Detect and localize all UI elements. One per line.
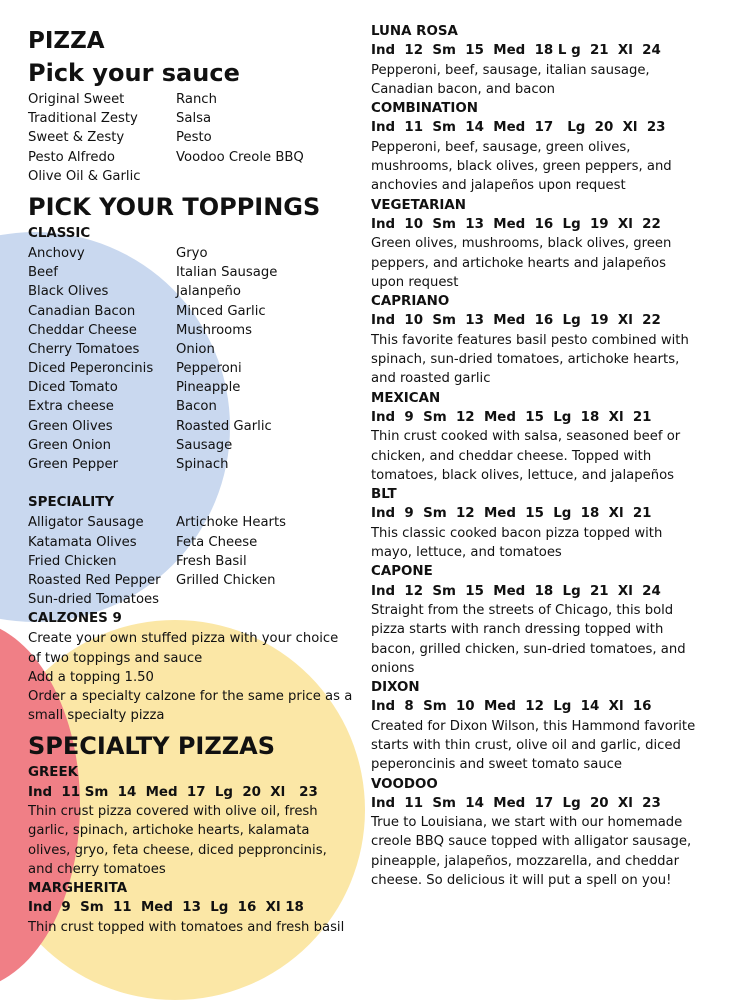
classic-topping-row-right: Mushrooms — [176, 322, 252, 338]
classic-topping-row — [28, 436, 353, 455]
pizza-description: True to Louisiana, we start with our homemade creole BBQ sauce topped with alligator sausage, pineapple, jalapeños, mozzarella, and cheddar cheese. So delicious it will put a spell on you! — [371, 815, 692, 889]
specialty-pizzas-heading: SPECIALTY PIZZAS — [28, 732, 275, 761]
pizza-description: Straight from the streets of Chicago, this bold pizza starts with ranch dressing topped with bacon, grilled chicken, sun-dried tomatoes, and onions — [371, 602, 686, 676]
classic-topping-row-right: Bacon — [176, 399, 217, 415]
sauce-row-right: Pesto — [176, 130, 212, 146]
classic-topping-row — [28, 417, 353, 436]
classic-toppings-list — [28, 244, 353, 474]
speciality-topping-row-left: Alligator Sausage — [28, 515, 144, 531]
classic-topping-row-left: Green Olives — [28, 418, 113, 434]
speciality-topping-row-right: Feta Cheese — [176, 534, 258, 550]
classic-topping-row — [28, 244, 353, 263]
pizza-item — [371, 485, 701, 562]
classic-topping-row-left: Canadian Bacon — [28, 303, 136, 319]
classic-topping-row-left: Extra cheese — [28, 399, 114, 415]
speciality-topping-row — [28, 513, 353, 532]
pizza-prices: Ind 11 Sm 14 Med 17 Lg 20 Xl 23 — [371, 795, 661, 811]
pizza-description: Created for Dixon Wilson, this Hammond favorite starts with thin crust, olive oil and garlic, diced peperoncinis and sweet tomato sauce — [371, 718, 696, 773]
pizza-prices: Ind 12 Sm 15 Med 18 L g 21 Xl 24 — [371, 43, 661, 59]
classic-topping-row — [28, 321, 353, 340]
pizza-description: This favorite features basil pesto combined with spinach, sun-dried tomatoes, artichoke hearts, and roasted garlic — [371, 332, 689, 387]
pizza-prices: Ind 11 Sm 14 Med 17 Lg 20 Xl 23 — [28, 784, 318, 800]
pizza-name: VEGETARIAN — [371, 197, 466, 213]
sauce-row-left: Original Sweet — [28, 92, 125, 107]
classic-topping-row-left: Black Olives — [28, 284, 109, 300]
classic-topping-row-right: Jalanpeño — [176, 284, 241, 300]
classic-topping-row-left: Diced Peperoncinis — [28, 361, 154, 377]
calzones-line: Add a topping 1.50 — [28, 669, 154, 685]
sauce-row-left: Olive Oil & Garlic — [28, 168, 141, 184]
pizza-prices: Ind 10 Sm 13 Med 16 Lg 19 Xl 22 — [371, 313, 661, 329]
sauce-row-right: Ranch — [176, 92, 217, 107]
pizza-name: BLT — [371, 487, 397, 503]
speciality-toppings-list — [28, 513, 353, 609]
pizza-name: MARGHERITA — [28, 881, 128, 897]
toppings-heading: PICK YOUR TOPPINGS — [28, 192, 321, 221]
pizza-description: Green olives, mushrooms, black olives, green peppers, and artichoke hearts and jalapeños upon request — [371, 236, 672, 290]
classic-topping-row-right: Pineapple — [176, 380, 241, 396]
specialty-pizzas-right — [371, 22, 701, 890]
speciality-topping-row-right: Grilled Chicken — [176, 572, 276, 588]
classic-topping-row-right: Roasted Garlic — [176, 418, 272, 434]
pizza-prices: Ind 9 Sm 12 Med 15 Lg 18 Xl 21 — [371, 409, 652, 425]
classic-topping-row-left: Beef — [28, 265, 58, 281]
sauce-row-left: Pesto Alfredo — [28, 149, 115, 165]
pizza-name: LUNA ROSA — [371, 24, 458, 39]
speciality-topping-row-right: Artichoke Hearts — [176, 515, 287, 531]
sauce-list — [28, 90, 353, 186]
classic-topping-row-right: Minced Garlic — [176, 303, 266, 319]
classic-topping-row — [28, 378, 353, 397]
classic-topping-row-left: Diced Tomato — [28, 380, 118, 396]
speciality-topping-row — [28, 571, 353, 590]
pizza-name: DIXON — [371, 680, 420, 696]
pizza-item — [28, 763, 353, 879]
speciality-heading: SPECIALITY — [28, 495, 115, 511]
pizza-prices: Ind 9 Sm 11 Med 13 Lg 16 Xl 18 — [28, 900, 304, 916]
speciality-topping-row-left: Sun-dried Tomatoes — [28, 592, 160, 608]
classic-topping-row — [28, 282, 353, 301]
pizza-item — [371, 562, 701, 678]
classic-heading: CLASSIC — [28, 225, 91, 241]
classic-topping-row-right: Spinach — [176, 457, 229, 472]
classic-topping-row-right: Gryo — [176, 245, 208, 261]
classic-topping-row-right: Sausage — [176, 437, 233, 453]
sauce-row-right: Voodoo Creole BBQ — [176, 149, 304, 165]
calzones-line: Order a specialty calzone for the same price as a small specialty pizza — [28, 688, 353, 724]
classic-topping-row-left: Cherry Tomatoes — [28, 341, 140, 357]
sauce-row — [28, 148, 353, 167]
speciality-topping-row-right: Fresh Basil — [176, 553, 247, 569]
classic-topping-row — [28, 359, 353, 378]
pizza-prices: Ind 8 Sm 10 Med 12 Lg 14 Xl 16 — [371, 699, 652, 715]
classic-topping-row — [28, 340, 353, 359]
pizza-description: Thin crust topped with tomatoes and fresh basil — [28, 919, 345, 935]
classic-topping-row — [28, 455, 353, 474]
pizza-prices: Ind 9 Sm 12 Med 15 Lg 18 Xl 21 — [371, 506, 652, 522]
pizza-name: COMBINATION — [371, 101, 478, 117]
pizza-description: Thin crust cooked with salsa, seasoned beef or chicken, and cheddar cheese. Topped with tomatoes, black olives, lettuce, and jalapeños — [371, 429, 681, 483]
speciality-topping-row-left: Katamata Olives — [28, 534, 137, 550]
pizza-item — [371, 292, 701, 388]
pizza-prices: Ind 11 Sm 14 Med 17 Lg 20 Xl 23 — [371, 120, 666, 136]
sauce-row-left: Traditional Zesty — [28, 111, 138, 127]
sauce-row — [28, 167, 353, 186]
sauce-row-left: Sweet & Zesty — [28, 130, 125, 146]
classic-topping-row — [28, 397, 353, 416]
calzones-heading: CALZONES 9 — [28, 611, 122, 627]
speciality-topping-row-left: Roasted Red Pepper — [28, 572, 161, 588]
classic-topping-row — [28, 302, 353, 321]
left-column — [28, 24, 353, 937]
pizza-item — [371, 389, 701, 485]
right-column — [371, 22, 701, 890]
pizza-prices: Ind 10 Sm 13 Med 16 Lg 19 Xl 22 — [371, 216, 661, 232]
pizza-description: This classic cooked bacon pizza topped with mayo, lettuce, and tomatoes — [371, 525, 663, 561]
classic-topping-row-left: Green Pepper — [28, 457, 119, 472]
pizza-name: CAPRIANO — [371, 294, 450, 310]
sauce-row — [28, 90, 353, 109]
pizza-name: VOODOO — [371, 776, 438, 792]
pizza-description: Thin crust pizza covered with olive oil, fresh garlic, spinach, artichoke hearts, kalamata olives, gryo, feta cheese, diced pepproncinis, and cherry tomatoes — [28, 803, 327, 877]
speciality-topping-row — [28, 552, 353, 571]
classic-topping-row-right: Italian Sausage — [176, 265, 278, 281]
classic-topping-row-left: Cheddar Cheese — [28, 322, 137, 338]
pizza-description: Pepperoni, beef, sausage, green olives, mushrooms, black olives, green peppers, and anchovies and jalapeños upon request — [371, 139, 672, 194]
pizza-item — [371, 22, 701, 99]
speciality-topping-row — [28, 590, 353, 609]
speciality-topping-row-left: Fried Chicken — [28, 553, 117, 569]
pizza-name: GREEK — [28, 765, 78, 781]
menu-heading: PIZZA — [28, 28, 105, 54]
calzones-line: Create your own stuffed pizza with your choice of two toppings and sauce — [28, 631, 339, 666]
sauce-row — [28, 109, 353, 128]
pizza-prices: Ind 12 Sm 15 Med 18 Lg 21 Xl 24 — [371, 583, 661, 599]
pizza-name: MEXICAN — [371, 390, 441, 406]
sauce-row-right: Salsa — [176, 111, 212, 127]
pizza-item — [28, 879, 353, 937]
pizza-item — [371, 775, 701, 891]
specialty-pizzas-left — [28, 763, 353, 937]
pizza-item — [371, 678, 701, 774]
pizza-item — [371, 99, 701, 195]
classic-topping-row-right: Pepperoni — [176, 361, 242, 377]
speciality-topping-row — [28, 533, 353, 552]
pizza-item — [371, 196, 701, 292]
classic-topping-row-right: Onion — [176, 341, 215, 357]
classic-topping-row-left: Anchovy — [28, 245, 85, 261]
pizza-name: CAPONE — [371, 564, 433, 580]
classic-topping-row-left: Green Onion — [28, 437, 111, 453]
pizza-description: Pepperoni, beef, sausage, italian sausage, Canadian bacon, and bacon — [371, 62, 650, 97]
sauce-heading: Pick your sauce — [28, 59, 240, 87]
sauce-row — [28, 128, 353, 147]
classic-topping-row — [28, 263, 353, 282]
